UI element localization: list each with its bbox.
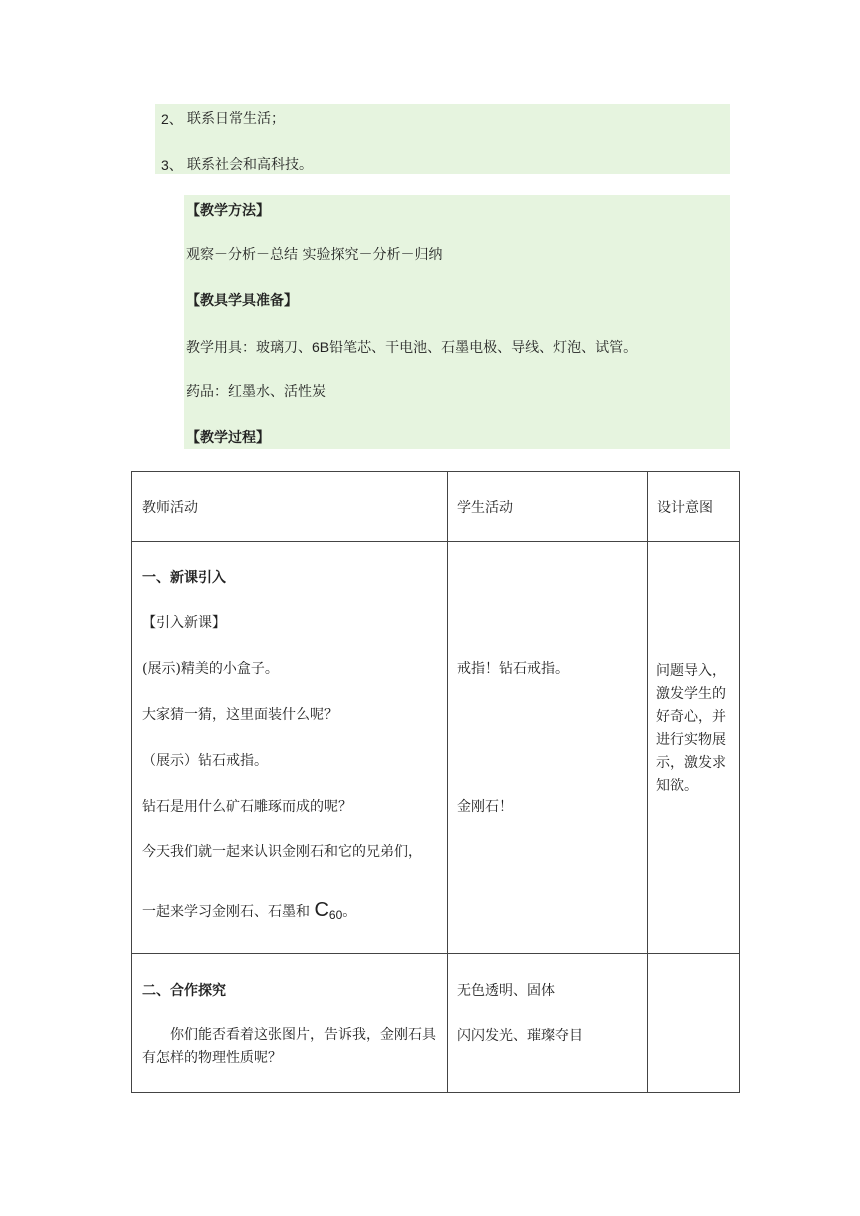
row1-line1: (展示)精美的小盒子。 (142, 661, 279, 677)
c60-letter: C (314, 899, 329, 921)
row1-line6-prefix: 一起来学习金刚石、石墨和 (142, 904, 315, 920)
table-row (132, 954, 740, 1093)
equipment-prefix: 教学用具：玻璃刀、 (186, 340, 312, 356)
header-student: 学生活动 (457, 500, 513, 516)
header-teacher: 教师活动 (142, 500, 198, 516)
objective-2-number: 2、 (161, 111, 183, 127)
objective-3-text: 联系社会和高科技。 (187, 157, 313, 173)
row1-student1: 戒指！钻石戒指。 (457, 661, 569, 677)
objective-3-number: 3、 (161, 157, 183, 173)
row1-student2: 金刚石！ (457, 799, 513, 815)
header-student-cell (448, 472, 648, 542)
table-row (132, 542, 740, 954)
row1-line2: 大家猜一猜，这里面装什么呢？ (142, 707, 338, 723)
process-heading: 【教学过程】 (186, 430, 270, 446)
row1-line6-suffix: 。 (342, 904, 357, 920)
row2-intent-cell (648, 954, 740, 1093)
preparation-block (184, 195, 730, 449)
equipment-rest: 铅笔芯、干电池、石墨电极、导线、灯泡、试管。 (329, 340, 638, 356)
equipment-6b: 6B (312, 339, 330, 355)
c60-formula (314, 899, 343, 922)
table-header-row (132, 472, 740, 542)
row1-line6 (142, 900, 356, 922)
row1-title: 一、新课引入 (142, 570, 226, 586)
row2-student-cell (448, 954, 648, 1093)
row1-line5: 今天我们就一起来认识金刚石和它的兄弟们， (142, 844, 422, 860)
method-heading: 【教学方法】 (186, 203, 270, 219)
header-intent-cell (648, 472, 740, 542)
objective-2-text: 联系日常生活； (187, 111, 285, 127)
tools-heading: 【教具学具准备】 (186, 293, 298, 309)
row1-student-cell (448, 542, 648, 954)
row1-intent-cell (648, 542, 740, 954)
header-teacher-cell (132, 472, 448, 542)
row1-intent: 问题导入，激发学生的好奇心，并进行实物展示，激发求知欲。 (656, 663, 726, 794)
row2-teacher-cell (132, 954, 448, 1093)
row1-subheading: 【引入新课】 (142, 615, 226, 631)
row1-line3: （展示）钻石戒指。 (142, 753, 268, 769)
drugs-line: 药品：红墨水、活性炭 (186, 384, 326, 400)
method-text: 观察－分析－总结 实验探究－分析－归纳 (186, 247, 443, 263)
row1-line4: 钻石是用什么矿石雕琢而成的呢？ (142, 799, 352, 815)
lesson-table (131, 471, 740, 1093)
row1-teacher-cell (132, 542, 448, 954)
row2-student1: 无色透明、固体 (457, 983, 555, 999)
c60-subscript: 60 (328, 908, 343, 922)
equipment-line (186, 337, 637, 358)
row2-question: 你们能否看着这张图片，告诉我，金刚石具有怎样的物理性质呢？ (142, 1027, 436, 1066)
header-intent: 设计意图 (657, 500, 713, 516)
row2-student2: 闪闪发光、璀璨夺目 (457, 1028, 583, 1044)
objectives-block (155, 104, 730, 174)
row2-title: 二、合作探究 (142, 983, 226, 999)
